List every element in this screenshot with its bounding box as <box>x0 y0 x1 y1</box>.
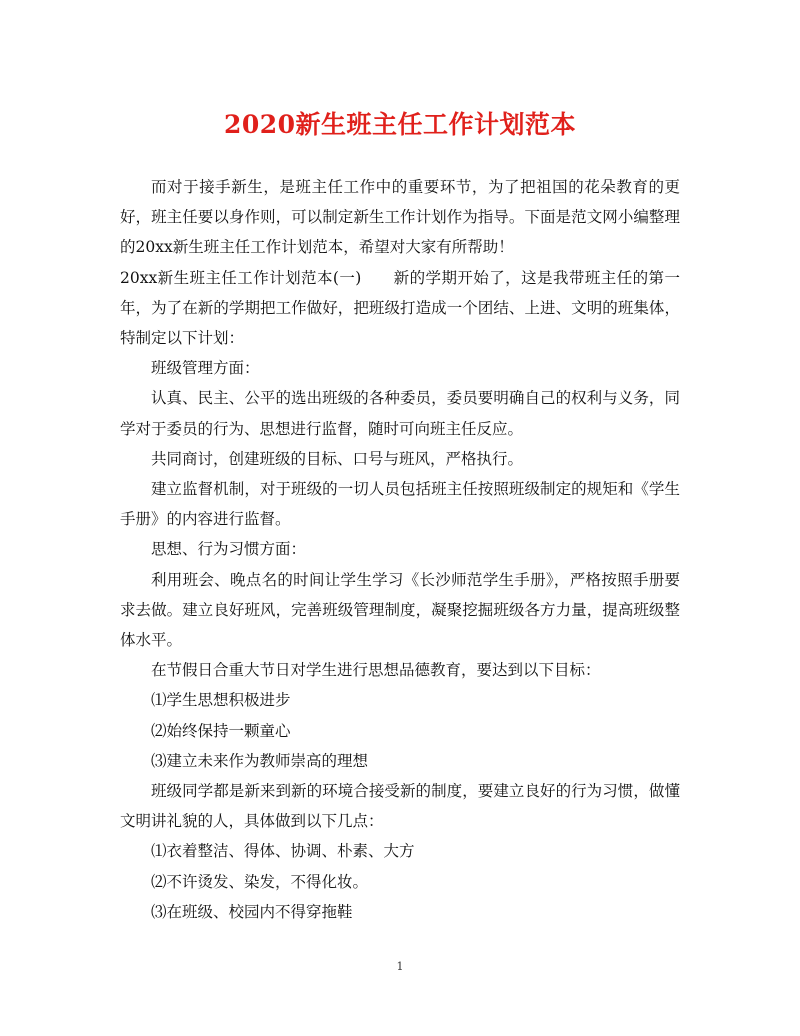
document-title: 2020新生班主任工作计划范本 <box>223 110 577 139</box>
paragraph-plan-heading: 20xx新生班主任工作计划范本(一) 新的学期开始了，这是我带班主任的第一年，为了在新的学期把工作做好，把班级打造成一个团结、上进、文明的班集体，特制定以下计划： <box>120 268 680 348</box>
paragraph-supervision: 建立监督机制，对于班级的一切人员包括班主任按照班级制定的规矩和《学生手册》的内容进行监督。 <box>120 480 680 529</box>
section-heading-class-management: 班级管理方面： <box>151 359 260 378</box>
list-item-rule-1: ⑴衣着整洁、得体、协调、朴素、大方 <box>151 842 415 861</box>
paragraph-committee: 认真、民主、公平的选出班级的各种委员，委员要明确自己的权利与义务，同学对于委员的行为、思想进行监督，随时可向班主任反应。 <box>120 389 680 438</box>
section-heading-behavior: 思想、行为习惯方面： <box>151 540 307 559</box>
paragraph-handbook: 利用班会、晚点名的时间让学生学习《长沙师范学生手册》，严格按照手册要求去做。建立良好班风，完善班级管理制度，凝聚挖掘班级各方力量，提高班级整体水平。 <box>120 570 680 650</box>
paragraph-goals: 共同商讨，创建班级的目标、口号与班风，严格执行。 <box>151 449 524 468</box>
paragraph-holiday-education: 在节假日合重大节日对学生进行思想品德教育，要达到以下目标： <box>151 661 601 680</box>
paragraph-habits: 班级同学都是新来到新的环境合接受新的制度，要建立良好的行为习惯，做懂文明讲礼貌的人，具体做到以下几点： <box>120 782 680 831</box>
paragraph-intro: 而对于接手新生，是班主任工作中的重要环节，为了把祖国的花朵教育的更好，班主任要以身作则，可以制定新生工作计划作为指导。下面是范文网小编整理的20xx新生班主任工作计划范本，希望对大家有所帮助！ <box>120 178 680 257</box>
page-number: 1 <box>396 960 404 973</box>
list-item-rule-3: ⑶在班级、校园内不得穿拖鞋 <box>151 902 353 921</box>
list-item-rule-2: ⑵不许烫发、染发，不得化妆。 <box>151 872 369 891</box>
list-item-goal-3: ⑶建立未来作为教师崇高的理想 <box>151 751 369 770</box>
document-body <box>120 172 680 927</box>
list-item-goal-2: ⑵始终保持一颗童心 <box>151 721 291 740</box>
list-item-goal-1: ⑴学生思想积极进步 <box>151 691 291 710</box>
